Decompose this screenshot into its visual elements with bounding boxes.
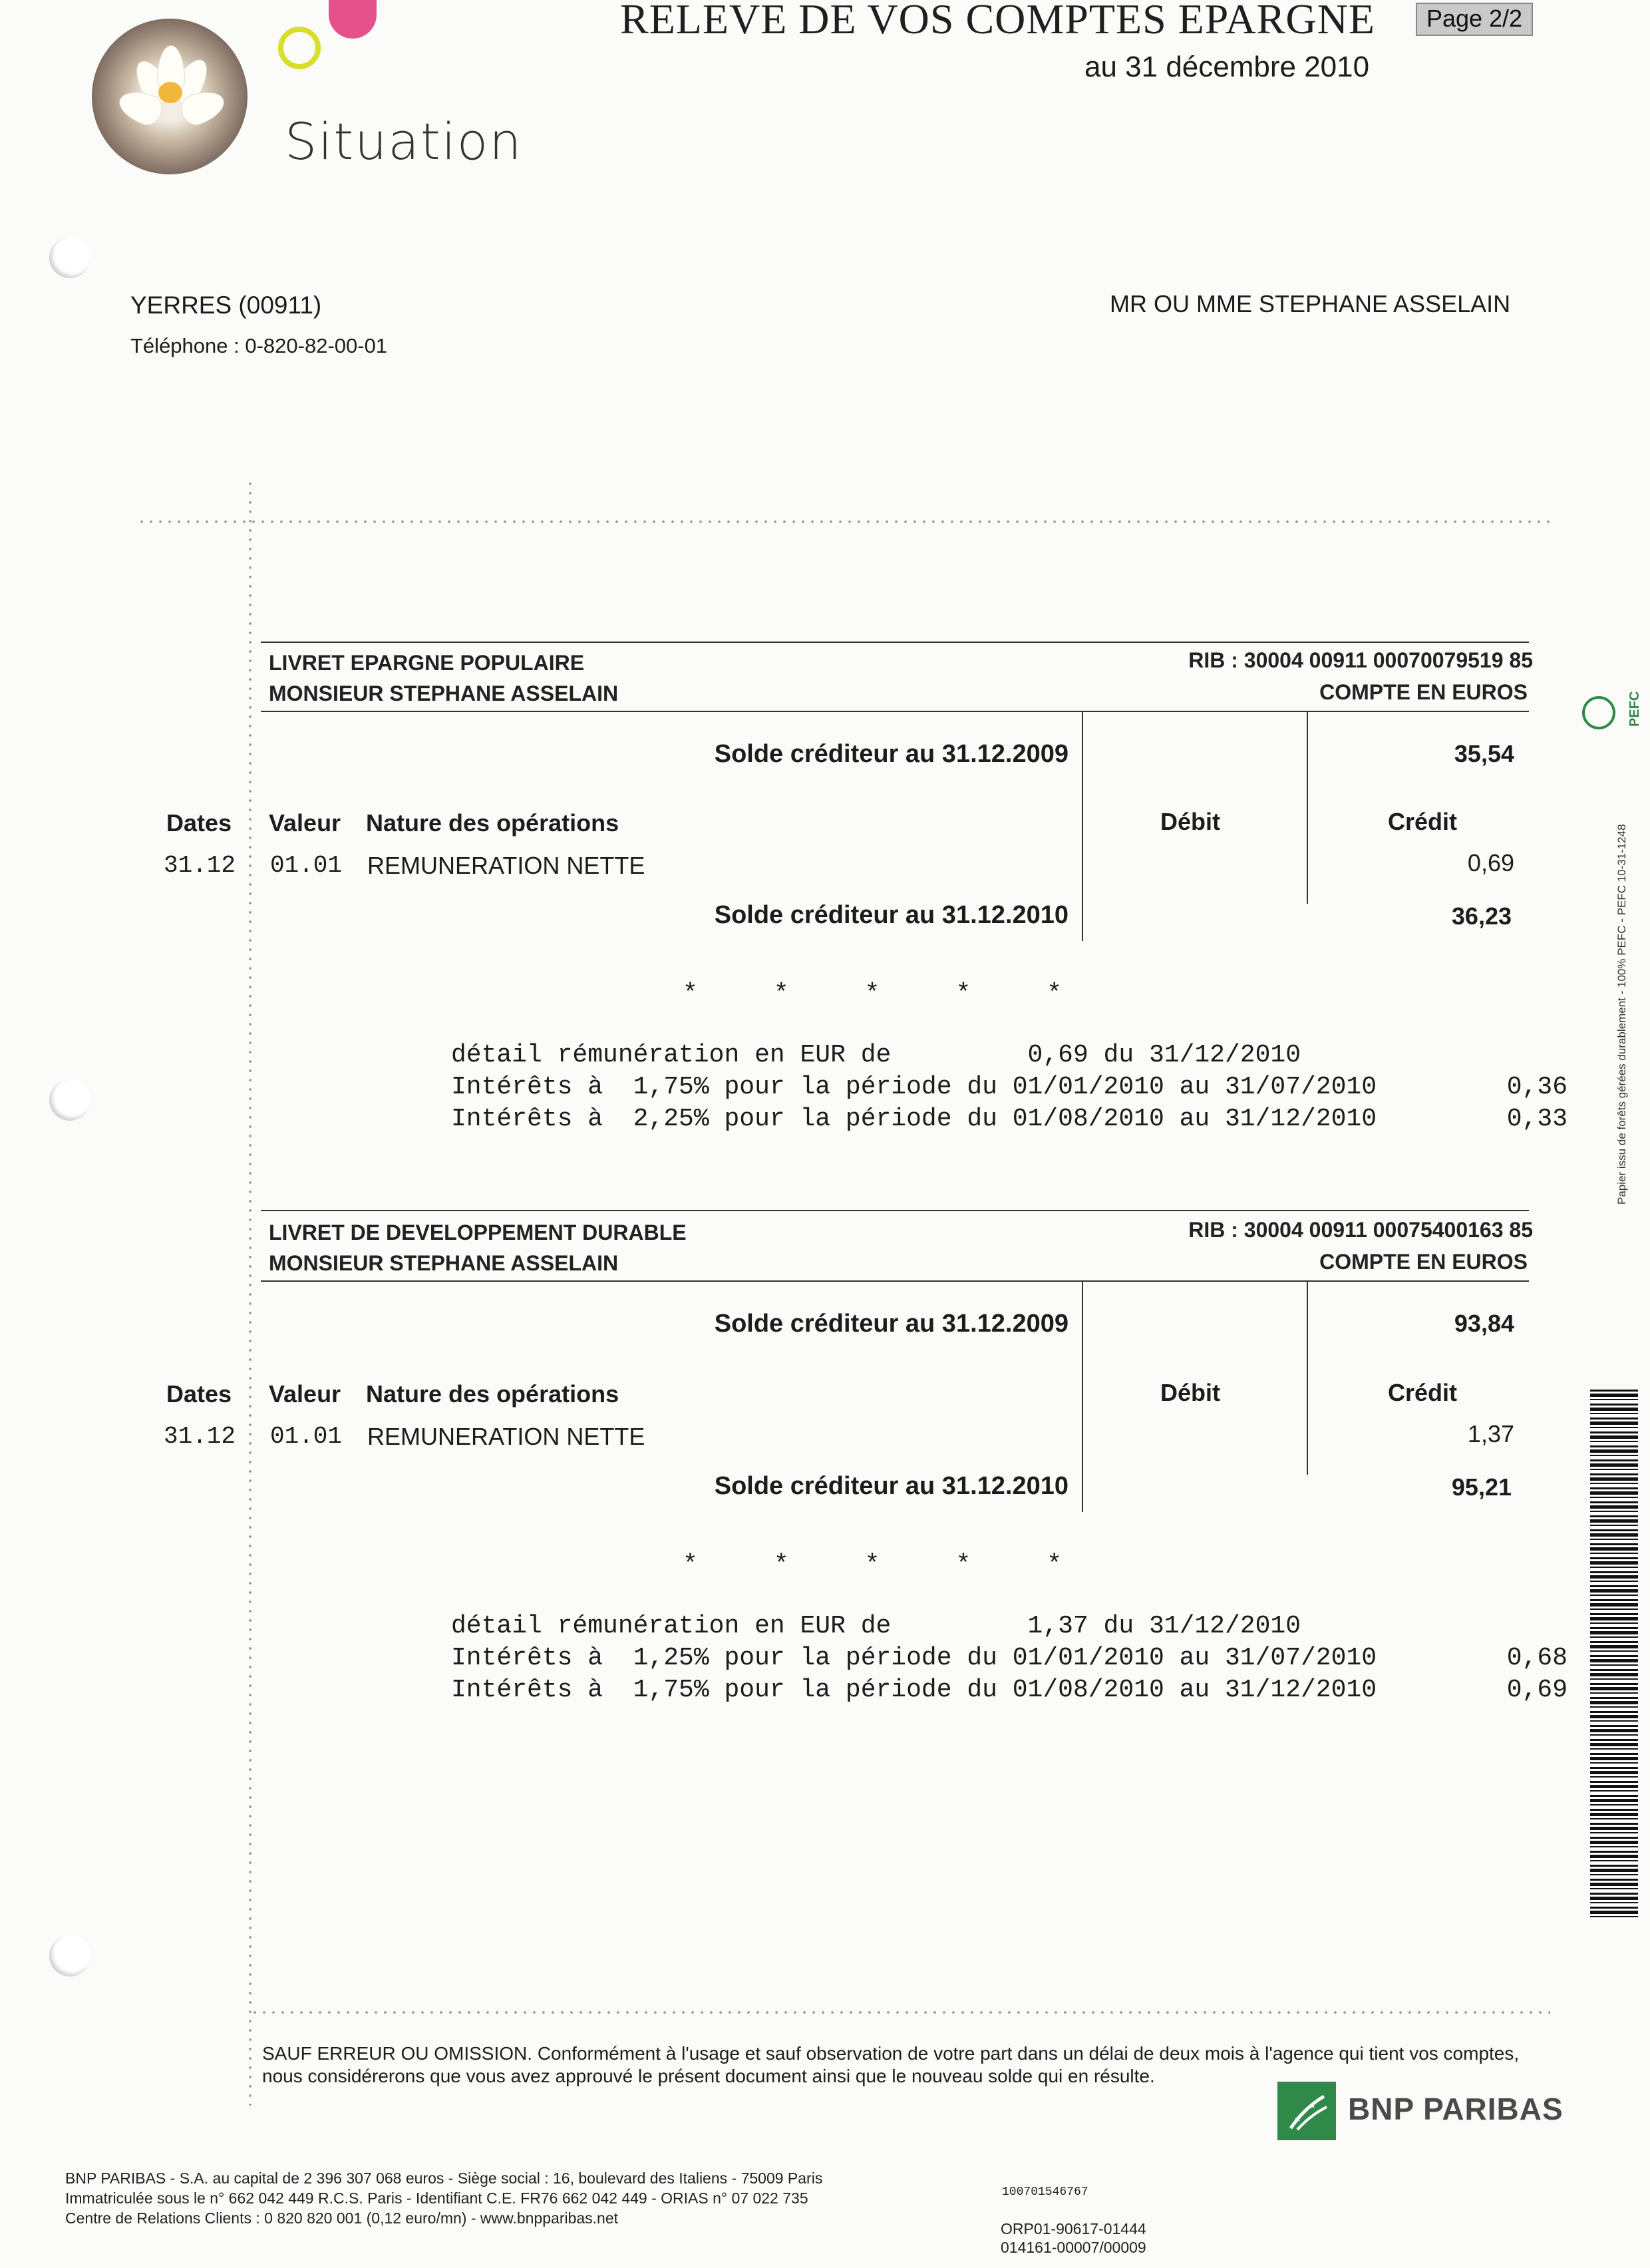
punch-hole-bottom <box>49 1935 90 1977</box>
dotted-rule-top <box>137 519 1550 524</box>
operation-nature: REMUNERATION NETTE <box>367 852 645 879</box>
debit-header: Débit <box>1160 808 1220 835</box>
operation-date: 31.12 <box>164 852 236 879</box>
client-name: MR OU MME STEPHANE ASSELAIN <box>1110 290 1511 317</box>
account-holder: MONSIEUR STEPHANE ASSELAIN <box>269 1251 619 1275</box>
footer-line-2: Immatriculée sous le n° 662 042 449 R.C.S. Paris - Identifiant C.E. FR76 662 042 449 - ORIAS n° 07 022 735 <box>65 2189 808 2207</box>
operation-credit: 1,37 <box>1467 1420 1514 1447</box>
operation-credit: 0,69 <box>1467 849 1514 876</box>
pefc-certification-text: Papier issu de forêts gérées durablement - 100% PEFC - PEFC 10-31-1248 <box>1615 824 1628 1205</box>
agency-name: YERRES (00911) <box>130 291 322 319</box>
interest-detail-heading: détail rémunération en EUR de 1,37 du 31/12/2010 <box>451 1612 1301 1640</box>
account-currency: COMPTE EN EUROS <box>1319 680 1528 704</box>
account-rib: RIB : 30004 00911 00070079519 85 <box>1188 648 1533 672</box>
separator-stars: * * * * * <box>683 1551 1063 1579</box>
valeur-header: Valeur <box>269 809 341 837</box>
yellow-ring-decoration <box>278 27 321 69</box>
nature-header: Nature des opérations <box>366 809 619 837</box>
punch-hole-middle <box>49 1079 90 1121</box>
account-rib: RIB : 30004 00911 00075400163 85 <box>1188 1218 1533 1242</box>
statement-title: RELEVE DE VOS COMPTES EPARGNE <box>620 0 1375 43</box>
bnp-stars-logo-icon <box>1277 2082 1336 2140</box>
notice-line-1: SAUF ERREUR OU OMISSION. Conformément à l'usage et sauf observation de votre part dans un délai de deux mois à l'agence qui tient vos comptes, <box>262 2043 1520 2064</box>
interest-detail-amount: 0,68 <box>1506 1644 1568 1672</box>
closing-balance-label: Solde créditeur au 31.12.2010 <box>714 1472 1069 1500</box>
account-holder: MONSIEUR STEPHANE ASSELAIN <box>269 681 619 705</box>
credit-column-rule <box>1307 711 1308 904</box>
footer-line-3: Centre de Relations Clients : 0 820 820 001 (0,12 euro/mn) - www.bnpparibas.net <box>65 2209 619 2227</box>
punch-hole-top <box>49 237 90 278</box>
account-rule-bottom <box>261 711 1529 712</box>
account-name: LIVRET DE DEVELOPPEMENT DURABLE <box>269 1221 687 1244</box>
postal-barcode <box>1590 1390 1638 1919</box>
dotted-rule-bottom <box>250 2010 1550 2015</box>
interest-detail-line: Intérêts à 2,25% pour la période du 01/08/2010 au 31/12/2010 <box>451 1105 1377 1133</box>
opening-balance-label: Solde créditeur au 31.12.2009 <box>714 1310 1069 1338</box>
statement-date: au 31 décembre 2010 <box>1084 51 1370 83</box>
bnp-paribas-brand: BNP PARIBAS <box>1348 2092 1564 2126</box>
debit-column-rule <box>1082 711 1083 941</box>
closing-balance-value: 36,23 <box>1451 902 1512 930</box>
nature-header: Nature des opérations <box>366 1380 619 1408</box>
water-lily-logo <box>92 19 248 174</box>
account-rule-top <box>261 642 1529 643</box>
debit-column-rule <box>1082 1280 1083 1512</box>
credit-column-rule <box>1307 1280 1308 1475</box>
footer-line-1: BNP PARIBAS - S.A. au capital de 2 396 307 068 euros - Siège social : 16, boulevard des Italiens - 75009 Paris <box>65 2170 823 2187</box>
account-rule-bottom <box>261 1280 1529 1282</box>
closing-balance-label: Solde créditeur au 31.12.2010 <box>714 901 1069 929</box>
closing-balance-value: 95,21 <box>1451 1473 1512 1501</box>
pefc-word: PEFC <box>1627 691 1642 727</box>
operation-value-date: 01.01 <box>270 852 343 879</box>
dates-header: Dates <box>166 809 232 837</box>
debit-header: Débit <box>1160 1379 1220 1406</box>
opening-balance-label: Solde créditeur au 31.12.2009 <box>714 740 1069 768</box>
operation-nature: REMUNERATION NETTE <box>367 1423 645 1450</box>
interest-detail-line: Intérêts à 1,25% pour la période du 01/01/2010 au 31/07/2010 <box>451 1644 1377 1672</box>
interest-detail-heading: détail rémunération en EUR de 0,69 du 31/12/2010 <box>451 1041 1301 1069</box>
credit-header: Crédit <box>1388 1379 1458 1406</box>
account-currency: COMPTE EN EUROS <box>1319 1250 1528 1274</box>
document-reference: ORP01-90617-01444 <box>1001 2220 1146 2237</box>
interest-detail-amount: 0,36 <box>1506 1073 1568 1101</box>
opening-balance-value: 35,54 <box>1454 740 1514 767</box>
pefc-logo-icon <box>1582 696 1615 729</box>
section-word: Situation <box>285 112 523 171</box>
interest-detail-line: Intérêts à 1,75% pour la période du 01/08/2010 au 31/12/2010 <box>451 1676 1377 1704</box>
account-name: LIVRET EPARGNE POPULAIRE <box>269 651 585 675</box>
document-reference: 100701546767 <box>1002 2185 1088 2199</box>
dates-header: Dates <box>166 1380 232 1408</box>
operation-value-date: 01.01 <box>270 1423 343 1450</box>
document-reference: 014161-00007/00009 <box>1001 2239 1146 2256</box>
interest-detail-amount: 0,33 <box>1506 1105 1568 1133</box>
opening-balance-value: 93,84 <box>1454 1310 1514 1337</box>
dotted-margin-line <box>248 479 253 2106</box>
interest-detail-line: Intérêts à 1,75% pour la période du 01/01/2010 au 31/07/2010 <box>451 1073 1377 1101</box>
credit-header: Crédit <box>1388 808 1458 835</box>
pink-dot-decoration <box>329 0 377 39</box>
valeur-header: Valeur <box>269 1380 341 1408</box>
page-badge: Page 2/2 <box>1416 3 1533 36</box>
interest-detail-amount: 0,69 <box>1506 1676 1568 1704</box>
agency-phone: Téléphone : 0-820-82-00-01 <box>130 334 388 357</box>
operation-date: 31.12 <box>164 1423 236 1450</box>
separator-stars: * * * * * <box>683 980 1063 1008</box>
notice-line-2: nous considérerons que vous avez approuvé le présent document ainsi que le nouveau solde qui en résulte. <box>262 2066 1155 2086</box>
account-rule-top <box>261 1210 1529 1211</box>
